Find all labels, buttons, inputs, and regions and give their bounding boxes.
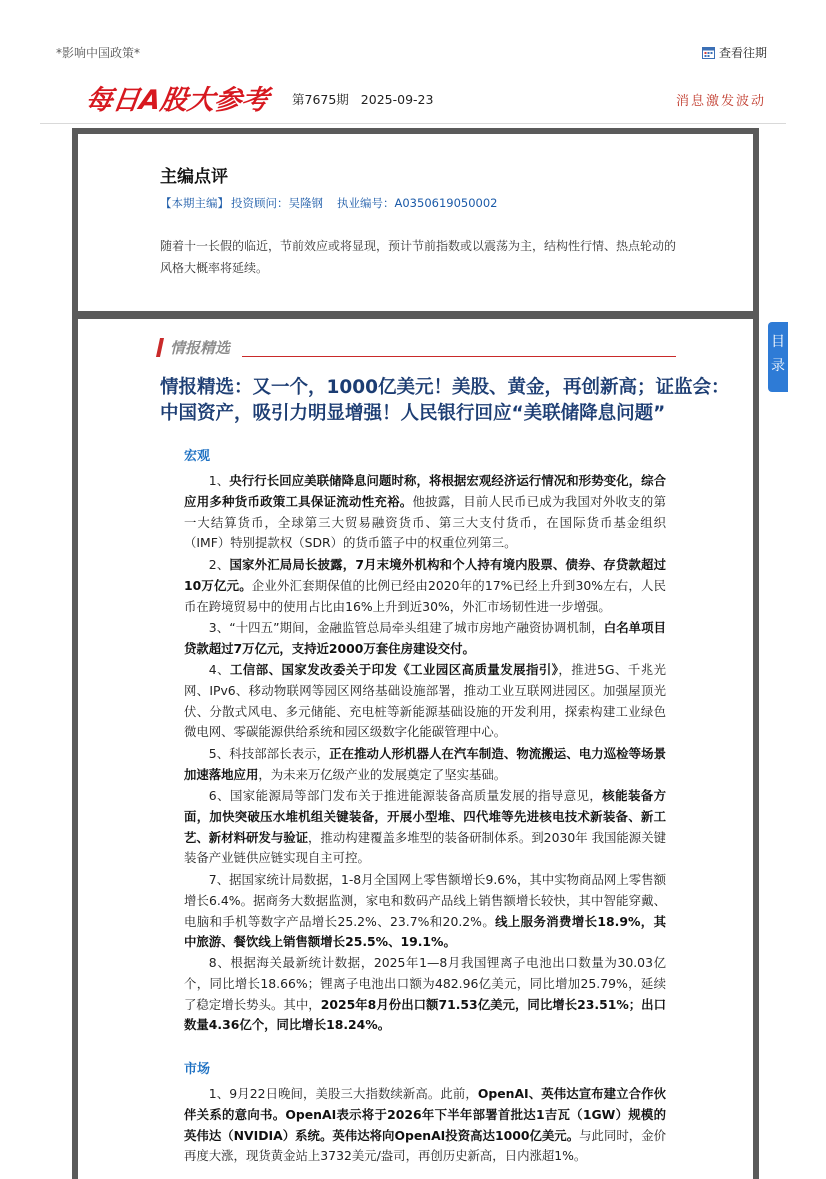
history-link[interactable] — [702, 44, 767, 61]
masthead — [83, 78, 766, 118]
news-item-8: 8、根据海关最新统计数据，2025年1—8月我国锂离子电池出口数量为30.03亿个，同比增长18.66%；锂离子电池出口额为482.96亿美元，同比增加25.79%，延续了稳定增长势头。其中，2025年8月份出口额71.53亿美元，同比增长23.51%；出口数量4.36亿个，同比增长18.24%。 — [184, 955, 666, 1033]
macro-heading: 宏观 — [184, 449, 211, 464]
issue-date: 2025-09-23 — [360, 92, 434, 107]
section-tag-bar — [156, 338, 164, 357]
market-item-1: 1、9月22日晚间，美股三大指数续新高。此前，OpenAI、英伟达宣布建立合作伙伴关系的意向书。OpenAI表示将于2026年下半年部署首批达1吉瓦（1GW）规模的英伟达（NVIDIA）系统。英伟达将向OpenAI投资高达1000亿美元。与此同时，金价再度大涨，现货黄金站上3732美元/盎司，再创历史新高，日内涨超1%。 — [184, 1086, 666, 1164]
market-heading: 市场 — [184, 1062, 211, 1077]
news-item-5: 5、科技部部长表示，正在推动人形机器人在汽车制造、物流搬运、电力巡检等场景加速落地应用，为未来万亿级产业的发展奠定了坚实基础。 — [184, 746, 667, 782]
top-note: *影响中国政策* — [56, 46, 141, 60]
article-panel — [72, 313, 759, 1179]
editor-advisor: 投资顾问：吴隆钢 — [231, 196, 323, 210]
editor-comment-body: 随着十一长假的临近，节前效应或将显现，预计节前指数或以震荡为主，结构性行情、热点轮动的风格大概率将延续。 — [160, 239, 677, 275]
news-item-6: 6、国家能源局等部门发布关于推进能源装备高质量发展的指导意见，核能装备方面，加快突破压水堆机组关键装备，开展小型堆、四代堆等先进核电技术新装备、新工艺、新材料研发与验证，推动构建覆盖多堆型的装备研制体系。到2030年 我国能源关键装备产业链供应链实现自主可控。 — [184, 788, 667, 866]
section-tag-rule — [242, 356, 676, 357]
calendar-icon — [702, 46, 715, 59]
masthead-divider — [40, 123, 786, 124]
editor-meta — [160, 195, 511, 211]
slogan: 消息激发波动 — [675, 94, 766, 109]
issue-number: 第7675期 — [292, 92, 349, 107]
section-tag — [158, 335, 676, 359]
brand-logo: 每日A股大参考 — [83, 85, 271, 116]
issue-info — [292, 90, 441, 108]
news-item-2: 2、国家外汇局局长披露，7月末境外机构和个人持有境内股票、债券、存贷款超过10万亿元。企业外汇套期保值的比例已经由2020年的17%已经上升到30%左右，人民币在跨境贸易中的使用占比由16%上升到近30%，外汇市场韧性进一步增强。 — [184, 557, 666, 614]
section-tag-label: 情报精选 — [170, 339, 231, 357]
news-item-1: 1、央行行长回应美联储降息问题时称，将根据宏观经济运行情况和形势变化，综合应用多种货币政策工具保证流动性充裕。他披露，目前人民币已成为我国对外收支的第一大结算货币，全球第三大贸易融资货币、第三大支付货币，在国际货币基金组织（IMF）特别提款权（SDR）的货币篮子中的权重位列第三。 — [184, 473, 667, 551]
editor-tag: 【本期主编】 — [160, 196, 229, 210]
editor-comment-title: 主编点评 — [160, 167, 228, 187]
editor-comment-panel — [72, 128, 759, 316]
editor-license: 执业编号：A0350619050002 — [337, 196, 498, 210]
table-of-contents-tab[interactable]: 目录 — [768, 322, 788, 392]
news-item-4: 4、工信部、国家发改委关于印发《工业园区高质量发展指引》，推进5G、千兆光网、IPv6、移动物联网等园区网络基础设施部署，推动工业互联网进园区。加强屋顶光伏、分散式风电、多元储能、充电桩等新能源基础设施的开发利用，探索构建工业绿色微电网、零碳能源供给系统和园区级数字化能碳管理中心。 — [184, 662, 666, 740]
news-item-7: 7、据国家统计局数据，1-8月全国网上零售额增长9.6%，其中实物商品网上零售额增长6.4%。据商务大数据监测，家电和数码产品线上销售额增长较快，其中智能穿戴、电脑和手机等数字产品增长25.2%、23.7%和20.2%。线上服务消费增长18.9%，其中旅游、餐饮线上销售额增长25.5%、19.1%。 — [184, 872, 666, 950]
history-link-label: 查看往期 — [719, 46, 768, 60]
news-item-3: 3、“十四五”期间，金融监管总局牵头组建了城市房地产融资协调机制，白名单项目贷款超过7万亿元，支持近2000万套住房建设交付。 — [184, 620, 666, 656]
article-title: 情报精选：又一个，1000亿美元！美股、黄金，再创新高；证监会：中国资产，吸引力明显增强！人民银行回应“美联储降息问题” — [160, 377, 730, 424]
